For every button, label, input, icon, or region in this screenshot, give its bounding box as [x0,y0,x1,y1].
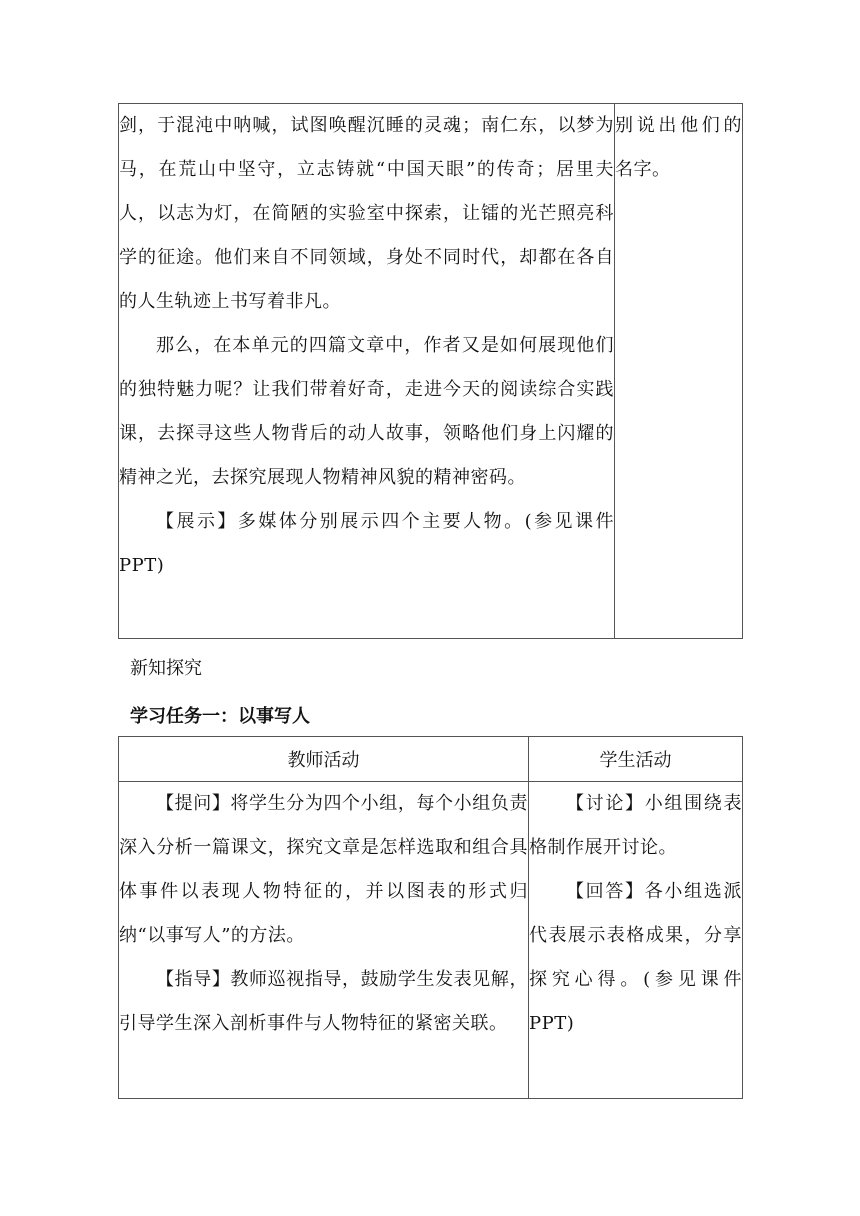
question-tag: 【提问】 [156,793,231,814]
guidance-tag: 【指导】 [156,969,231,990]
teacher-guidance-paragraph [119,958,528,1046]
question-text: 将学生分为四个小组，每个小组负责深入分析一篇课文，探究文章是怎样选取和组合具体事件以表现人物特征的，并以图表的形式归纳“以事写人”的方法。 [119,793,528,946]
task-title: 学习任务一：以事写人 [130,706,310,727]
student-activity-body [529,782,743,1099]
teacher-activity-cell [119,104,615,639]
guidance-text: 教师巡视指导，鼓励学生发表见解，引导学生深入剖析事件与人物特征的紧密关联。 [119,969,528,1034]
intro-paragraph: 剑，于混沌中呐喊，试图唤醒沉睡的灵魂；南仁东，以梦为马，在荒山中坚守，立志铸就“中国天眼”的传奇；居里夫人，以志为灯，在简陋的实验室中探索，让镭的光芒照亮科学的征途。他们来自不同领域，身处不同时代，却都在各自的人生轨迹上书写着非凡。 [119,115,614,312]
student-activity-text: 别说出他们的名字。 [615,115,742,180]
display-tag: 【展示】 [156,511,238,532]
answer-text: 各小组选派代表展示表格成果，分享探究心得。(参见课件 PPT) [529,881,742,1034]
question-paragraph: 那么，在本单元的四篇文章中，作者又是如何展现他们的独特魅力呢？让我们带着好奇，走进今天的阅读综合实践课，去探寻这些人物背后的动人故事，领略他们身上闪耀的精神之光，去探究展现人物精神风貌的精神密码。 [119,335,614,488]
answer-tag: 【回答】 [566,881,645,902]
display-paragraph [119,500,614,588]
teacher-activity-body [119,782,529,1099]
display-text: 多媒体分别展示四个主要人物。(参见课件 PPT) [119,511,614,576]
teacher-activity-header: 教师活动 [119,737,529,782]
section-label: 新知探究 [130,658,202,679]
discussion-tag: 【讨论】 [566,793,645,814]
student-activity-header: 学生活动 [529,737,743,782]
discussion-text: 小组围绕表格制作展开讨论。 [529,793,742,858]
student-activity-cell [615,104,743,639]
lesson-table-continued [118,103,743,639]
student-answer-paragraph [529,870,742,1046]
task-one-table [118,736,743,1099]
teacher-question-paragraph [119,782,528,958]
student-discussion-paragraph [529,782,742,870]
